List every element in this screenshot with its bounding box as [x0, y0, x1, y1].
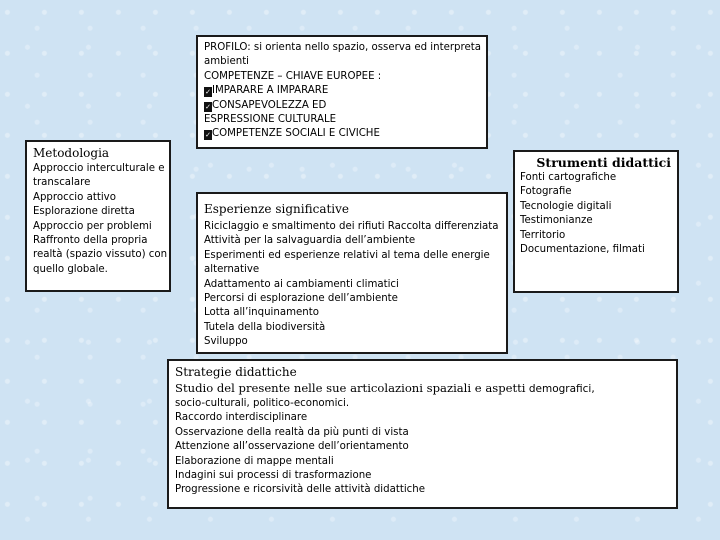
- esperienza-item: Lotta all’inquinamento: [204, 307, 319, 319]
- profilo-box: [196, 35, 488, 149]
- profilo-line: ambienti: [204, 56, 250, 68]
- metodologia-item: Approccio attivo: [33, 191, 116, 203]
- strategia-item: socio-culturali, politico-economici.: [175, 398, 350, 409]
- profilo-line: COMPETENZE – CHIAVE EUROPEE :: [204, 70, 382, 82]
- strategia-item: Raccordo interdisciplinare: [175, 412, 308, 424]
- esperienza-item: Attività per la salvaguardia dell’ambiente: [204, 235, 416, 247]
- competenza-item: ✓COMPETENZE SOCIALI E CIVICHE: [205, 128, 380, 140]
- strategia-item: Elaborazione di mappe mentali: [175, 455, 334, 467]
- esperienze-box: [196, 192, 508, 354]
- metodologia-box: [25, 140, 171, 292]
- competenza-item: ✓IMPARARE A IMPARARE: [205, 85, 329, 97]
- metodologia-item: Approccio interculturale e: [33, 163, 165, 174]
- checkbox-bullet-icon: ✓: [205, 88, 211, 97]
- strumento-item: Fotografie: [520, 186, 572, 198]
- esperienza-item: Percorsi di esplorazione dell’ambiente: [204, 293, 398, 305]
- esperienza-item: Riciclaggio e smaltimento dei rifiuti Raccolta differenziata: [204, 221, 499, 232]
- strategie-title: Strategie didattiche: [175, 365, 297, 379]
- esperienze-title: Esperienze significative: [204, 202, 350, 216]
- strumenti-title: Strumenti didattici: [536, 155, 671, 170]
- profilo-line: PROFILO: si orienta nello spazio, osserva ed interpreta: [204, 42, 481, 53]
- metodologia-item: Approccio per problemi: [33, 220, 152, 232]
- strumento-item: Testimonianze: [520, 215, 593, 227]
- competenza-item: ✓CONSAPEVOLEZZA ED: [205, 99, 327, 111]
- esperienza-item: alternative: [204, 264, 260, 276]
- checkbox-bullet-icon: ✓: [205, 131, 211, 140]
- esperienza-item: Tutela della biodiversità: [204, 321, 326, 333]
- strumento-item: Fonti cartografiche: [520, 172, 617, 183]
- strategia-item: Attenzione all’osservazione dell’orientamento: [175, 441, 409, 453]
- metodologia-item: quello globale.: [33, 263, 108, 275]
- esperienza-item: Sviluppo: [204, 336, 248, 348]
- checkbox-bullet-icon: ✓: [205, 102, 211, 111]
- esperienza-item: Esperimenti ed esperienze relativi al tema delle energie: [204, 249, 490, 261]
- strategie-subtitle: Studio del presente nelle sue articolazioni spaziali e aspetti demografici,: [175, 381, 595, 395]
- metodologia-item: transcalare: [33, 177, 91, 189]
- strumento-item: Documentazione, filmati: [520, 244, 645, 256]
- strumento-item: Territorio: [520, 229, 566, 241]
- strumento-item: Tecnologie digitali: [520, 200, 612, 212]
- strumenti-box: [513, 150, 679, 293]
- strategie-box: [167, 359, 678, 509]
- esperienza-item: Adattamento ai cambiamenti climatici: [204, 278, 399, 290]
- strategia-item: Progressione e ricorsività delle attività didattiche: [175, 484, 425, 496]
- metodologia-item: realtà (spazio vissuto) con: [33, 249, 168, 261]
- competenza-item: ESPRESSIONE CULTURALE: [204, 114, 337, 126]
- metodologia-item: Esplorazione diretta: [33, 206, 135, 218]
- strategia-item: Indagini sui processi di trasformazione: [175, 470, 372, 482]
- metodologia-title: Metodologia: [33, 146, 110, 160]
- strategia-item: Osservazione della realtà da più punti di vista: [175, 426, 409, 438]
- metodologia-item: Raffronto della propria: [33, 235, 148, 247]
